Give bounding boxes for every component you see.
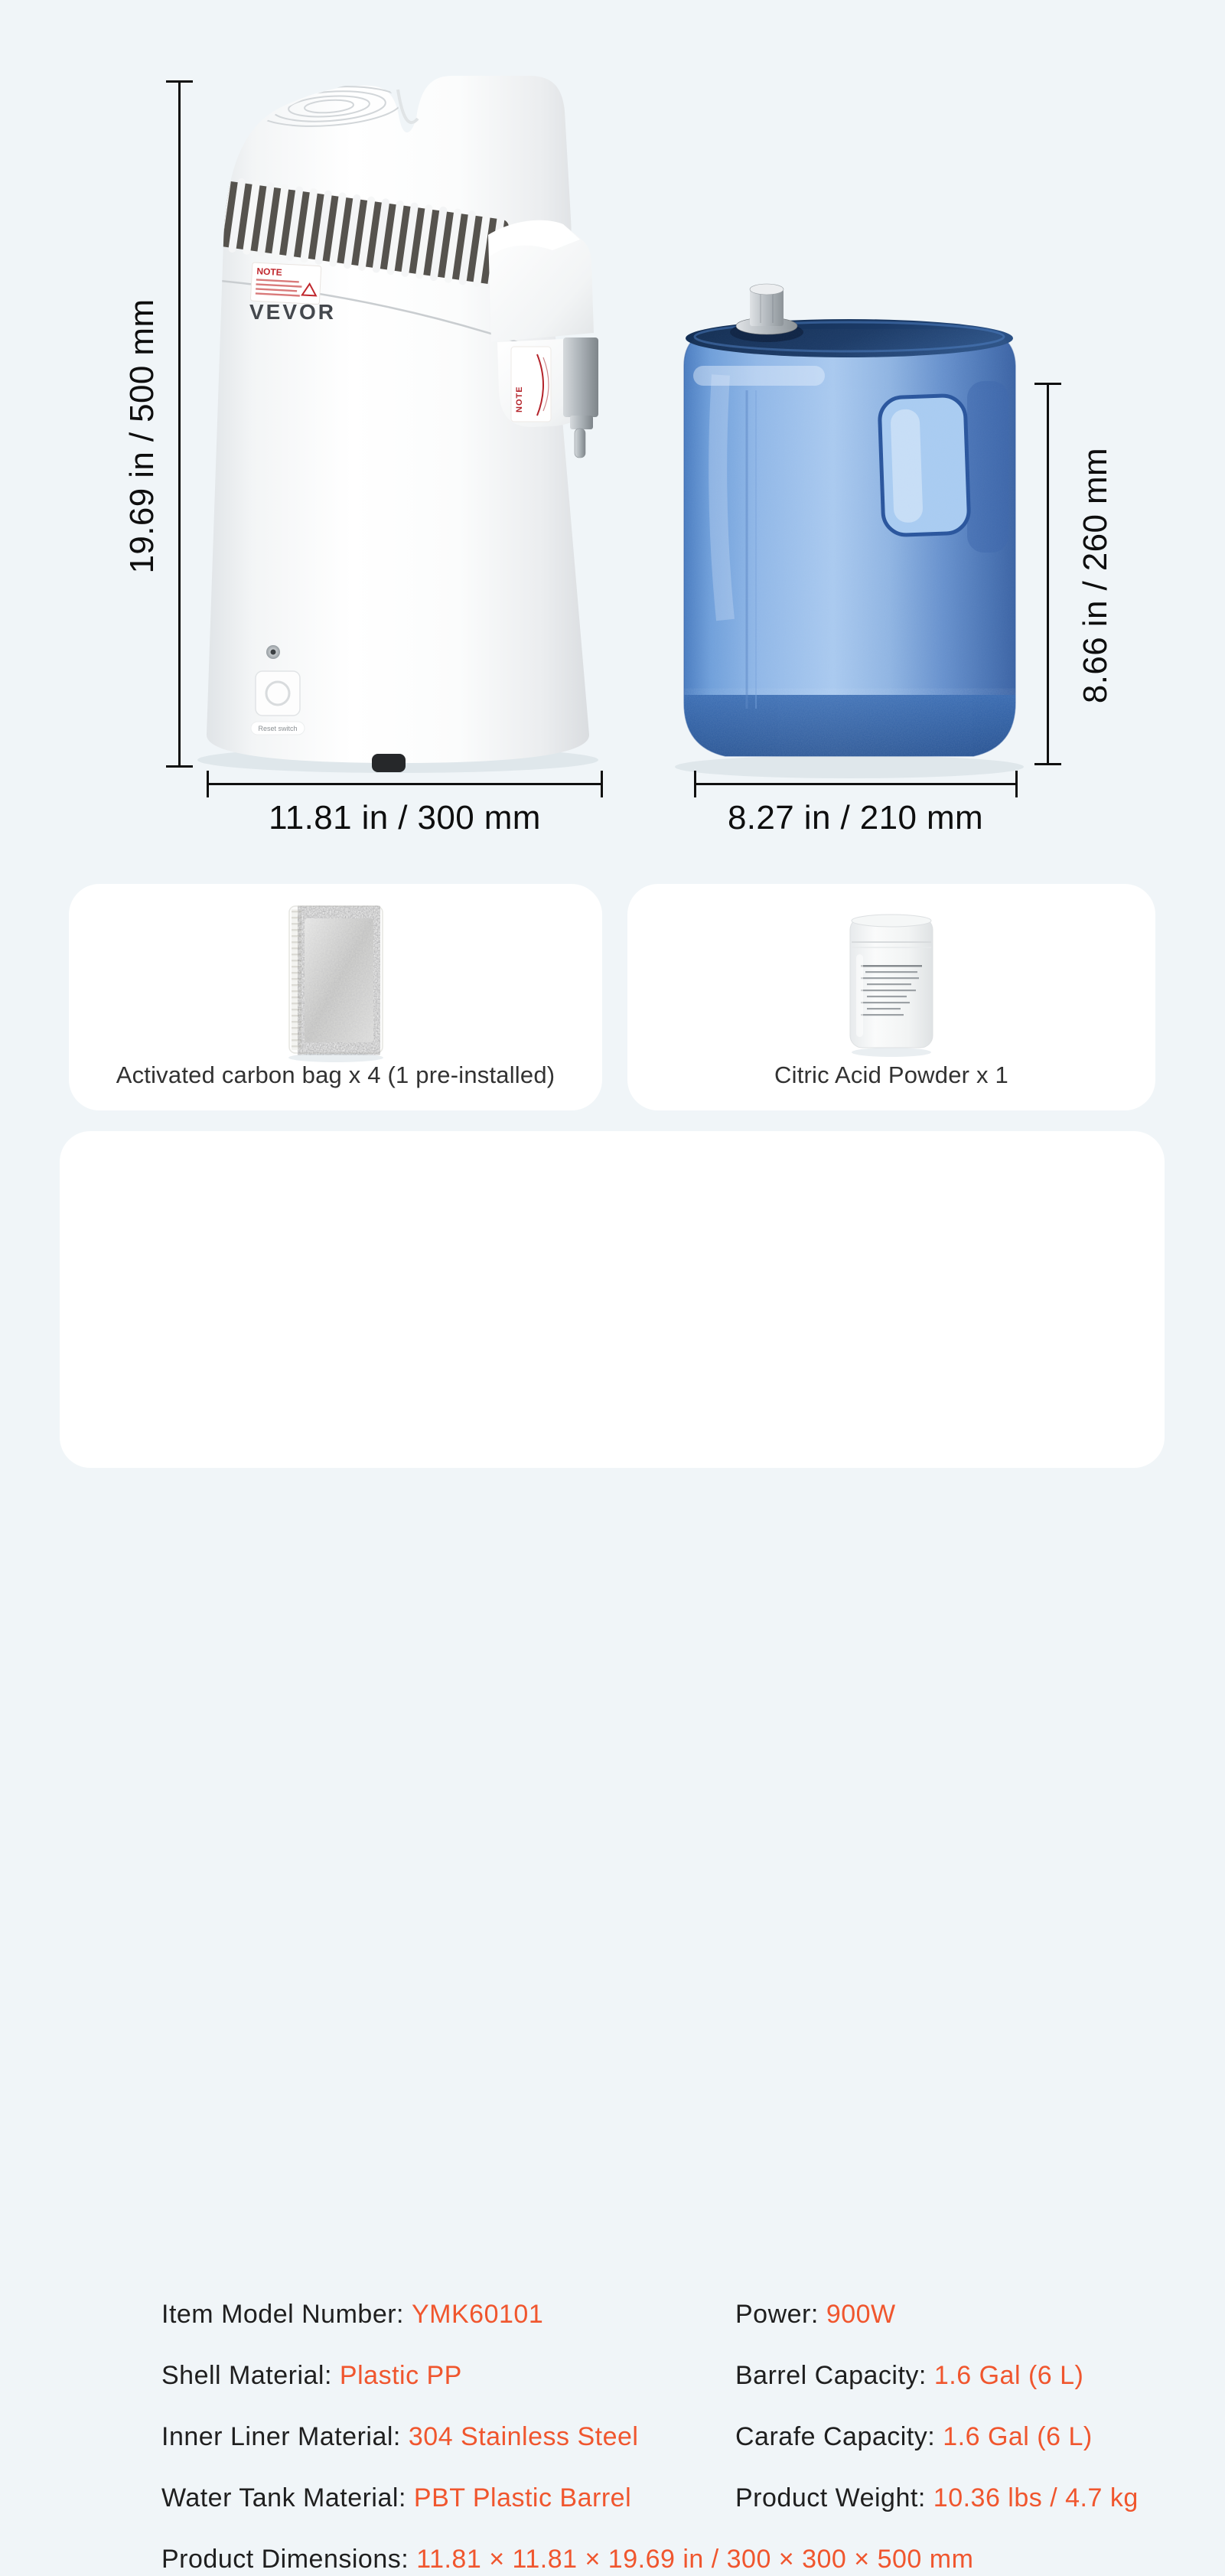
distiller-height-line (178, 80, 181, 768)
spout-note-sticker (511, 347, 551, 422)
citric-acid-image (627, 901, 1155, 1065)
vevor-logo: VEVOR (249, 300, 337, 324)
spec-shell-material: Shell Material: Plastic PP (161, 2361, 462, 2390)
notch-shading (398, 90, 418, 122)
spec-product-weight: Product Weight: 10.36 lbs / 4.7 kg (735, 2483, 1139, 2512)
carafe-shadow (675, 755, 1024, 778)
spout-steel-fitting (563, 337, 598, 417)
carafe-height-line (1047, 383, 1049, 765)
citric-acid-card (627, 884, 1155, 1110)
distiller-image (176, 42, 604, 777)
carbon-bag-caption: Activated carbon bag x 4 (1 pre-installed) (116, 1061, 555, 1088)
svg-text:NOTE: NOTE (515, 386, 524, 412)
carafe-texture (679, 328, 1019, 759)
carbon-bag-image (69, 901, 602, 1065)
carbon-bag-card (69, 884, 602, 1110)
reset-switch (251, 671, 305, 735)
distiller-width-label: 11.81 in / 300 mm (269, 799, 541, 836)
spec-barrel-capacity: Barrel Capacity: 1.6 Gal (6 L) (735, 2361, 1084, 2390)
screw-icon (266, 645, 280, 659)
distiller-width-line (207, 783, 603, 785)
spec-water-tank: Water Tank Material: PBT Plastic Barrel (161, 2483, 632, 2512)
distiller-height-label: 19.69 in / 500 mm (123, 298, 161, 574)
note-sticker (250, 262, 321, 305)
carafe-image (673, 283, 1025, 781)
carafe-width-label: 8.27 in / 210 mm (727, 799, 984, 836)
carafe-width-line (694, 783, 1018, 785)
spec-carafe-capacity: Carafe Capacity: 1.6 Gal (6 L) (735, 2422, 1093, 2451)
spec-card (60, 1131, 1165, 2574)
spec-product-dimensions: Product Dimensions: 11.81 × 11.81 × 19.69 in / 300 × 300 × 500 mm (161, 2545, 974, 2574)
spec-item-model: Item Model Number: YMK60101 (161, 2300, 544, 2329)
citric-acid-caption: Citric Acid Powder x 1 (774, 1061, 1008, 1088)
svg-text:NOTE: NOTE (256, 266, 283, 279)
carafe-height-label: 8.66 in / 260 mm (1077, 447, 1114, 704)
spec-power: Power: 900W (735, 2300, 896, 2329)
reset-switch-label: Reset switch (258, 725, 298, 732)
base-foot (372, 754, 406, 772)
spec-inner-liner: Inner Liner Material: 304 Stainless Steel (161, 2422, 639, 2451)
spec-grid (161, 2297, 1225, 2576)
